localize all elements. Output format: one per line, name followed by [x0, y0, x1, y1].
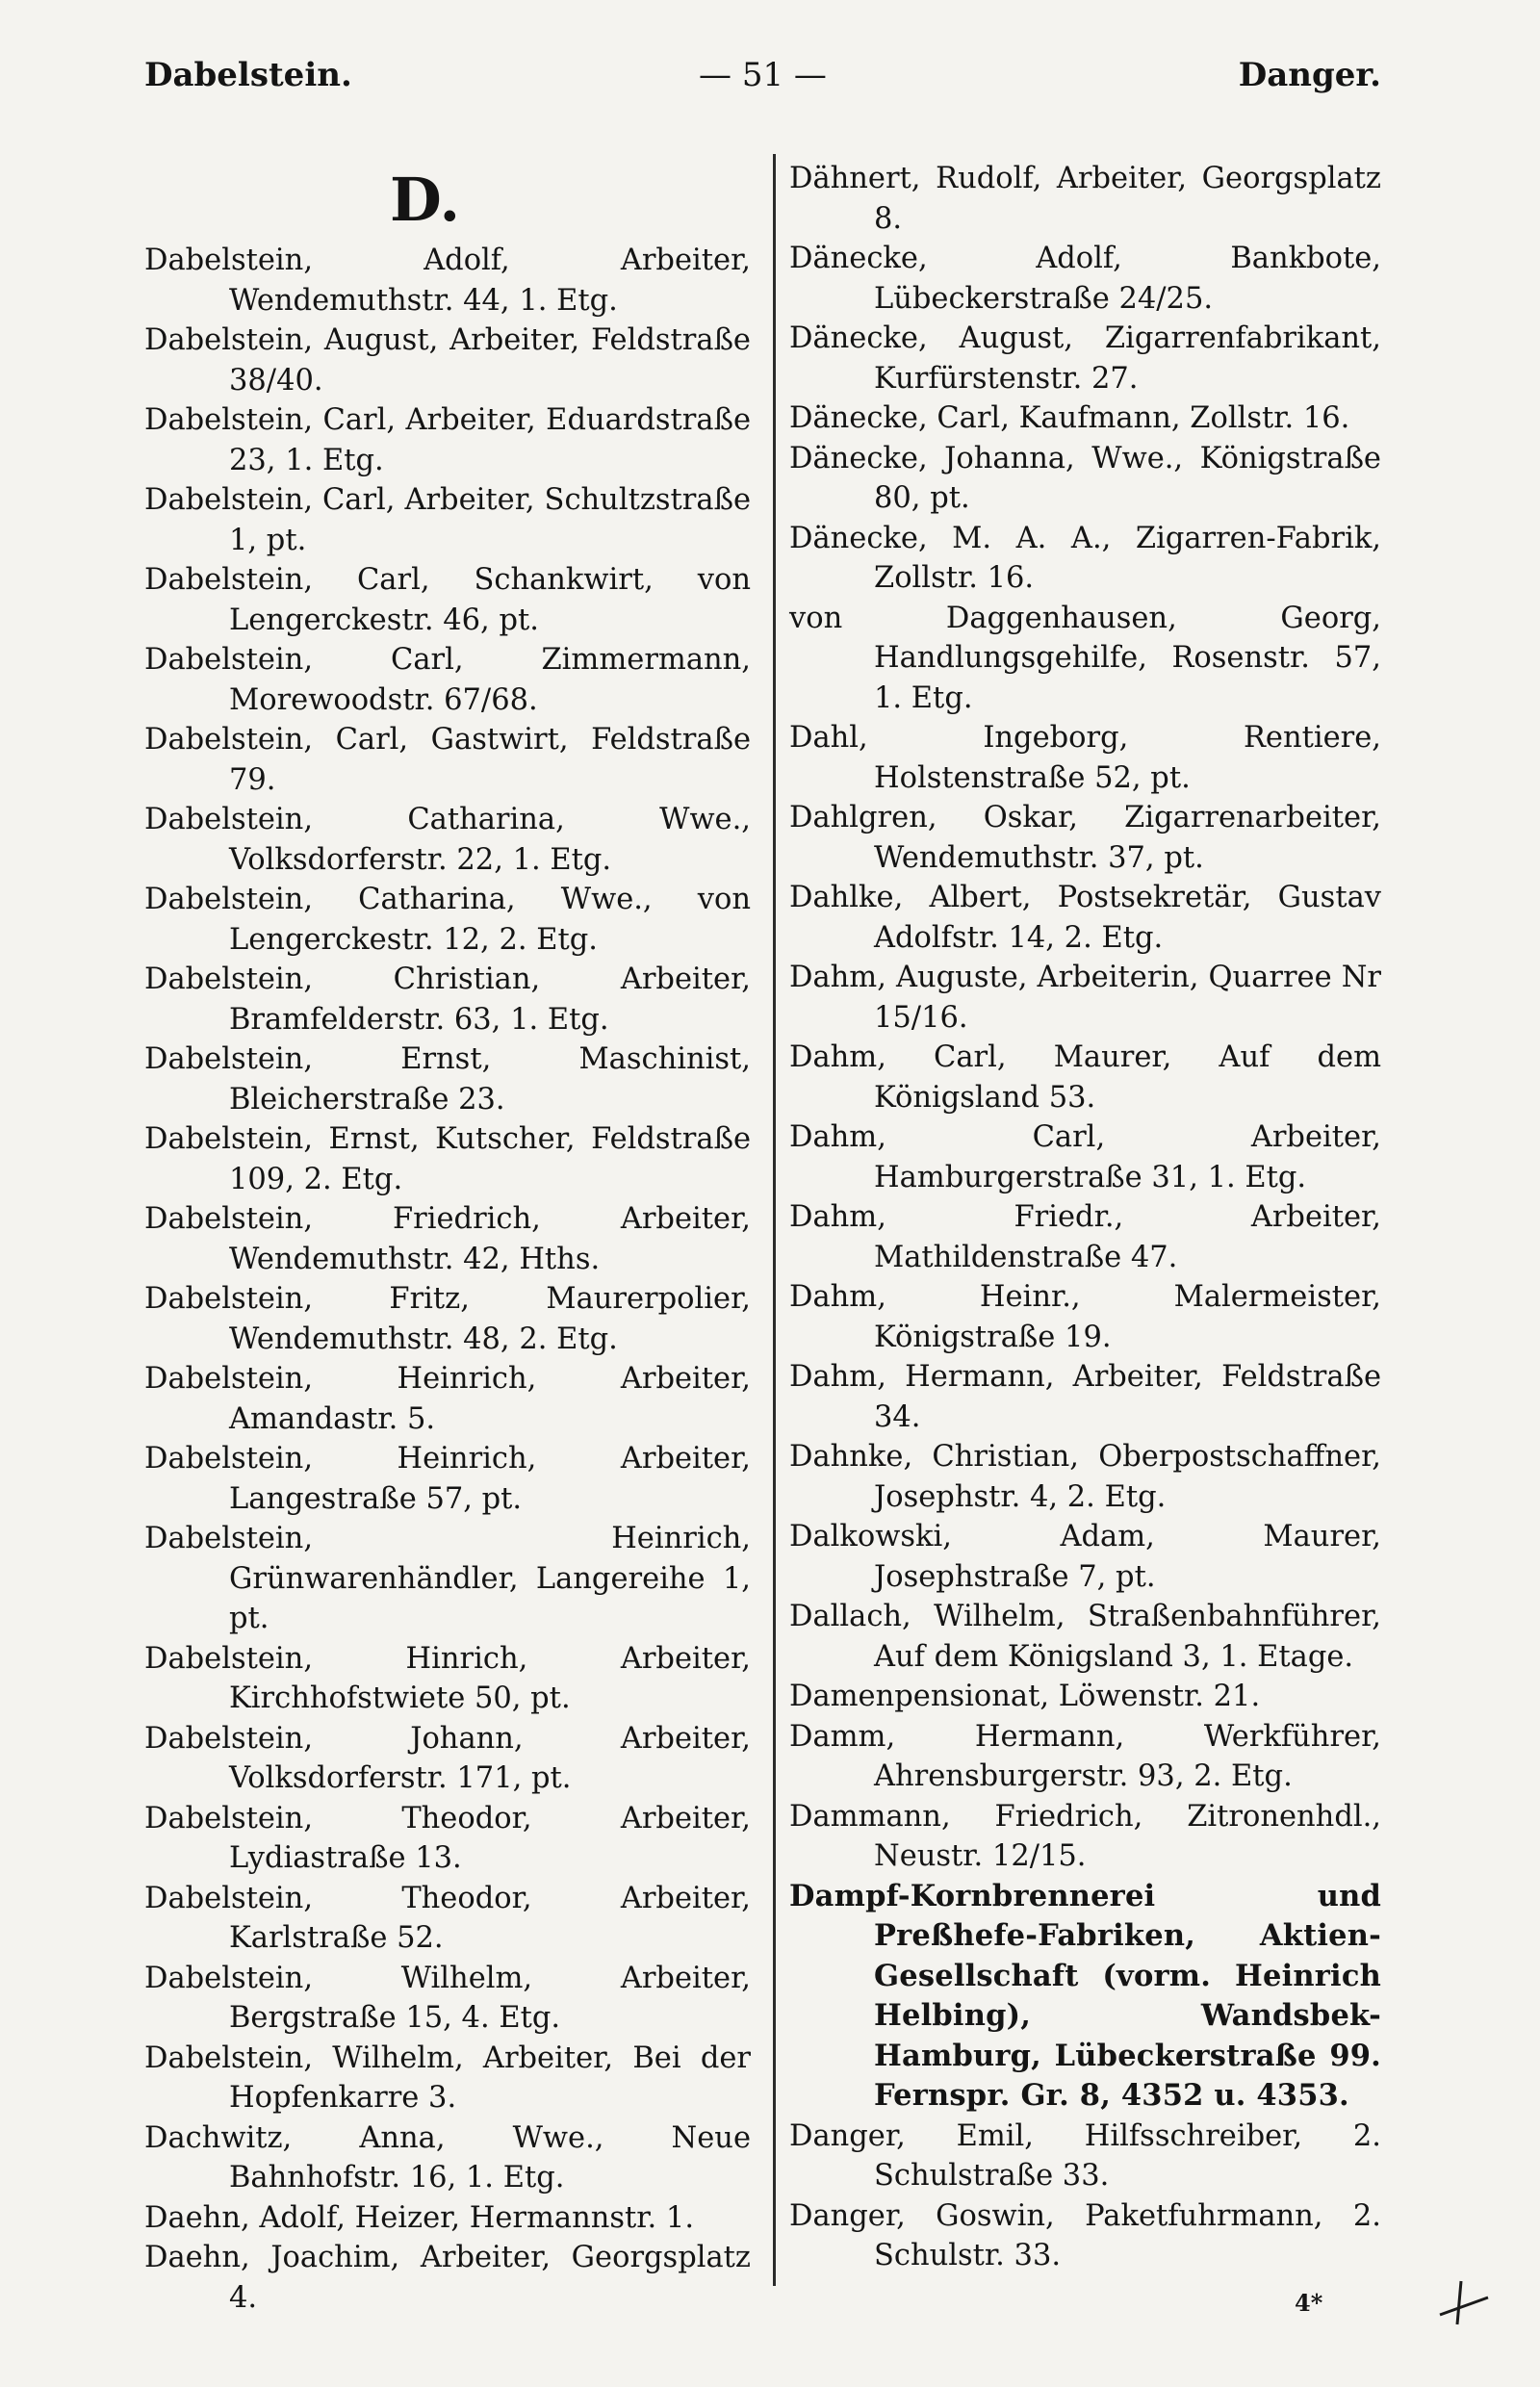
directory-entry: Dabelstein, Hinrich, Arbeiter, Kirchhofstwiete 50, pt.: [144, 1641, 751, 1715]
directory-entry: Dabelstein, Theodor, Arbeiter, Karlstraße 52.: [144, 1881, 751, 1955]
directory-entry: Dabelstein, Ernst, Kutscher, Feldstraße 109, 2. Etg.: [144, 1122, 751, 1196]
handwritten-check-icon: [1434, 2276, 1492, 2329]
right-entry-list: [789, 159, 1381, 1877]
right-column: [789, 159, 1381, 2276]
directory-entry: Dabelstein, Wilhelm, Arbeiter, Bei der Hopfenkarre 3.: [144, 2040, 751, 2115]
running-header: [144, 56, 1381, 114]
header-first-name: Dabelstein.: [144, 56, 352, 94]
directory-entry: Dabelstein, Johann, Arbeiter, Volksdorferstr. 171, pt.: [144, 1721, 751, 1795]
directory-entry: Dabelstein, Carl, Zimmermann, Morewoodstr. 67/68.: [144, 643, 751, 717]
directory-entry: Danger, Goswin, Paketfuhrmann, 2. Schulstr. 33.: [789, 2198, 1381, 2272]
directory-entry: Dabelstein, Fritz, Maurerpolier, Wendemuthstr. 48, 2. Etg.: [144, 1282, 751, 1356]
directory-entry: Daehn, Adolf, Heizer, Hermannstr. 1.: [144, 2200, 695, 2235]
directory-entry: Dallach, Wilhelm, Straßenbahnführer, Auf dem Königsland 3, 1. Etage.: [789, 1600, 1381, 1674]
directory-entry: Dammann, Friedrich, Zitronenhdl., Neustr. 12/15.: [789, 1799, 1381, 1873]
header-last-name: Danger.: [1238, 56, 1381, 94]
directory-entry: Dänecke, Johanna, Wwe., Königstraße 80, pt.: [789, 441, 1381, 515]
directory-entry: Dahm, Hermann, Arbeiter, Feldstraße 34.: [789, 1360, 1381, 1434]
company-entry: Dampf-Kornbrennerei und Preßhefe-Fabriken, Aktien-Gesellschaft (vorm. Heinrich Helbing), Wandsbek-Hamburg, Lübeckerstraße 99. Fernspr. Gr. 8, 4352 u. 4353.: [789, 1878, 1381, 2113]
directory-entry: Dabelstein, Carl, Schankwirt, von Lengerckestr. 46, pt.: [144, 563, 751, 637]
directory-entry: Dahm, Carl, Maurer, Auf dem Königsland 53.: [789, 1040, 1381, 1115]
directory-entry: Dabelstein, Catharina, Wwe., von Lengerckestr. 12, 2. Etg.: [144, 883, 751, 957]
directory-entry: Dahlgren, Oskar, Zigarrenarbeiter, Wendemuthstr. 37, pt.: [789, 801, 1381, 875]
left-entry-list: [144, 241, 751, 2318]
directory-entry: Dänecke, M. A. A., Zigarren-Fabrik, Zollstr. 16.: [789, 521, 1381, 595]
directory-entry: Dabelstein, Wilhelm, Arbeiter, Bergstraße 15, 4. Etg.: [144, 1961, 751, 2035]
directory-entry: Dabelstein, Theodor, Arbeiter, Lydiastraße 13.: [144, 1801, 751, 1875]
directory-entry: Dabelstein, Heinrich, Arbeiter, Amandastr. 5.: [144, 1362, 751, 1436]
directory-entry: Dabelstein, Catharina, Wwe., Volksdorferstr. 22, 1. Etg.: [144, 803, 751, 877]
directory-entry: Dahm, Heinr., Malermeister, Königstraße 19.: [789, 1280, 1381, 1354]
directory-entry: Dabelstein, Christian, Arbeiter, Bramfelderstr. 63, 1. Etg.: [144, 962, 751, 1037]
page-number: — 51 —: [699, 56, 827, 94]
directory-entry: Dänecke, Carl, Kaufmann, Zollstr. 16.: [789, 401, 1350, 435]
directory-entry: Dahm, Friedr., Arbeiter, Mathildenstraße 47.: [789, 1200, 1381, 1274]
directory-entry: Dabelstein, Carl, Gastwirt, Feldstraße 79.: [144, 723, 751, 797]
directory-entry: Dahm, Carl, Arbeiter, Hamburgerstraße 31, 1. Etg.: [789, 1120, 1381, 1194]
directory-entry: Dabelstein, Heinrich, Arbeiter, Langestraße 57, pt.: [144, 1442, 751, 1516]
directory-entry: von Daggenhausen, Georg, Handlungsgehilfe, Rosenstr. 57, 1. Etg.: [789, 601, 1381, 715]
directory-entry: Dabelstein, Carl, Arbeiter, Schultzstraße 1, pt.: [144, 483, 751, 557]
directory-entry: Dabelstein, Heinrich, Grünwarenhändler, Langereihe 1, pt.: [144, 1522, 751, 1635]
directory-entry: Daehn, Joachim, Arbeiter, Georgsplatz 4.: [144, 2241, 751, 2315]
directory-entry: Dabelstein, Carl, Arbeiter, Eduardstraße 23, 1. Etg.: [144, 403, 751, 477]
left-column: [144, 159, 751, 2318]
directory-entry: Dabelstein, Friedrich, Arbeiter, Wendemuthstr. 42, Hths.: [144, 1202, 751, 1276]
directory-entry: Dachwitz, Anna, Wwe., Neue Bahnhofstr. 16, 1. Etg.: [144, 2120, 751, 2194]
directory-entry: Dähnert, Rudolf, Arbeiter, Georgsplatz 8.: [789, 162, 1381, 236]
directory-entry: Dahm, Auguste, Arbeiterin, Quarree Nr 15/16.: [789, 961, 1381, 1035]
directory-entry: Damm, Hermann, Werkführer, Ahrensburgerstr. 93, 2. Etg.: [789, 1719, 1381, 1793]
directory-entry: Dabelstein, Adolf, Arbeiter, Wendemuthstr. 44, 1. Etg.: [144, 244, 751, 318]
directory-entry: Dahlke, Albert, Postsekretär, Gustav Adolfstr. 14, 2. Etg.: [789, 881, 1381, 955]
directory-entry: Dabelstein, Ernst, Maschinist, Bleicherstraße 23.: [144, 1042, 751, 1116]
directory-entry: Dahl, Ingeborg, Rentiere, Holstenstraße 52, pt.: [789, 721, 1381, 795]
directory-entry: Danger, Emil, Hilfsschreiber, 2. Schulstraße 33.: [789, 2118, 1381, 2193]
directory-entry: Dalkowski, Adam, Maurer, Josephstraße 7, pt.: [789, 1520, 1381, 1594]
column-divider: [773, 154, 776, 2286]
directory-entry: Dänecke, Adolf, Bankbote, Lübeckerstraße 24/25.: [789, 242, 1381, 316]
directory-entry: Dabelstein, August, Arbeiter, Feldstraße 38/40.: [144, 323, 751, 398]
right-entry-list-after: [789, 2117, 1381, 2276]
signature-mark: 4*: [1295, 2289, 1323, 2317]
section-letter: D.: [390, 165, 461, 235]
directory-entry: Dahnke, Christian, Oberpostschaffner, Josephstr. 4, 2. Etg.: [789, 1440, 1381, 1514]
directory-entry: Dänecke, August, Zigarrenfabrikant, Kurfürstenstr. 27.: [789, 321, 1381, 396]
directory-entry: Damenpensionat, Löwenstr. 21.: [789, 1680, 1261, 1713]
